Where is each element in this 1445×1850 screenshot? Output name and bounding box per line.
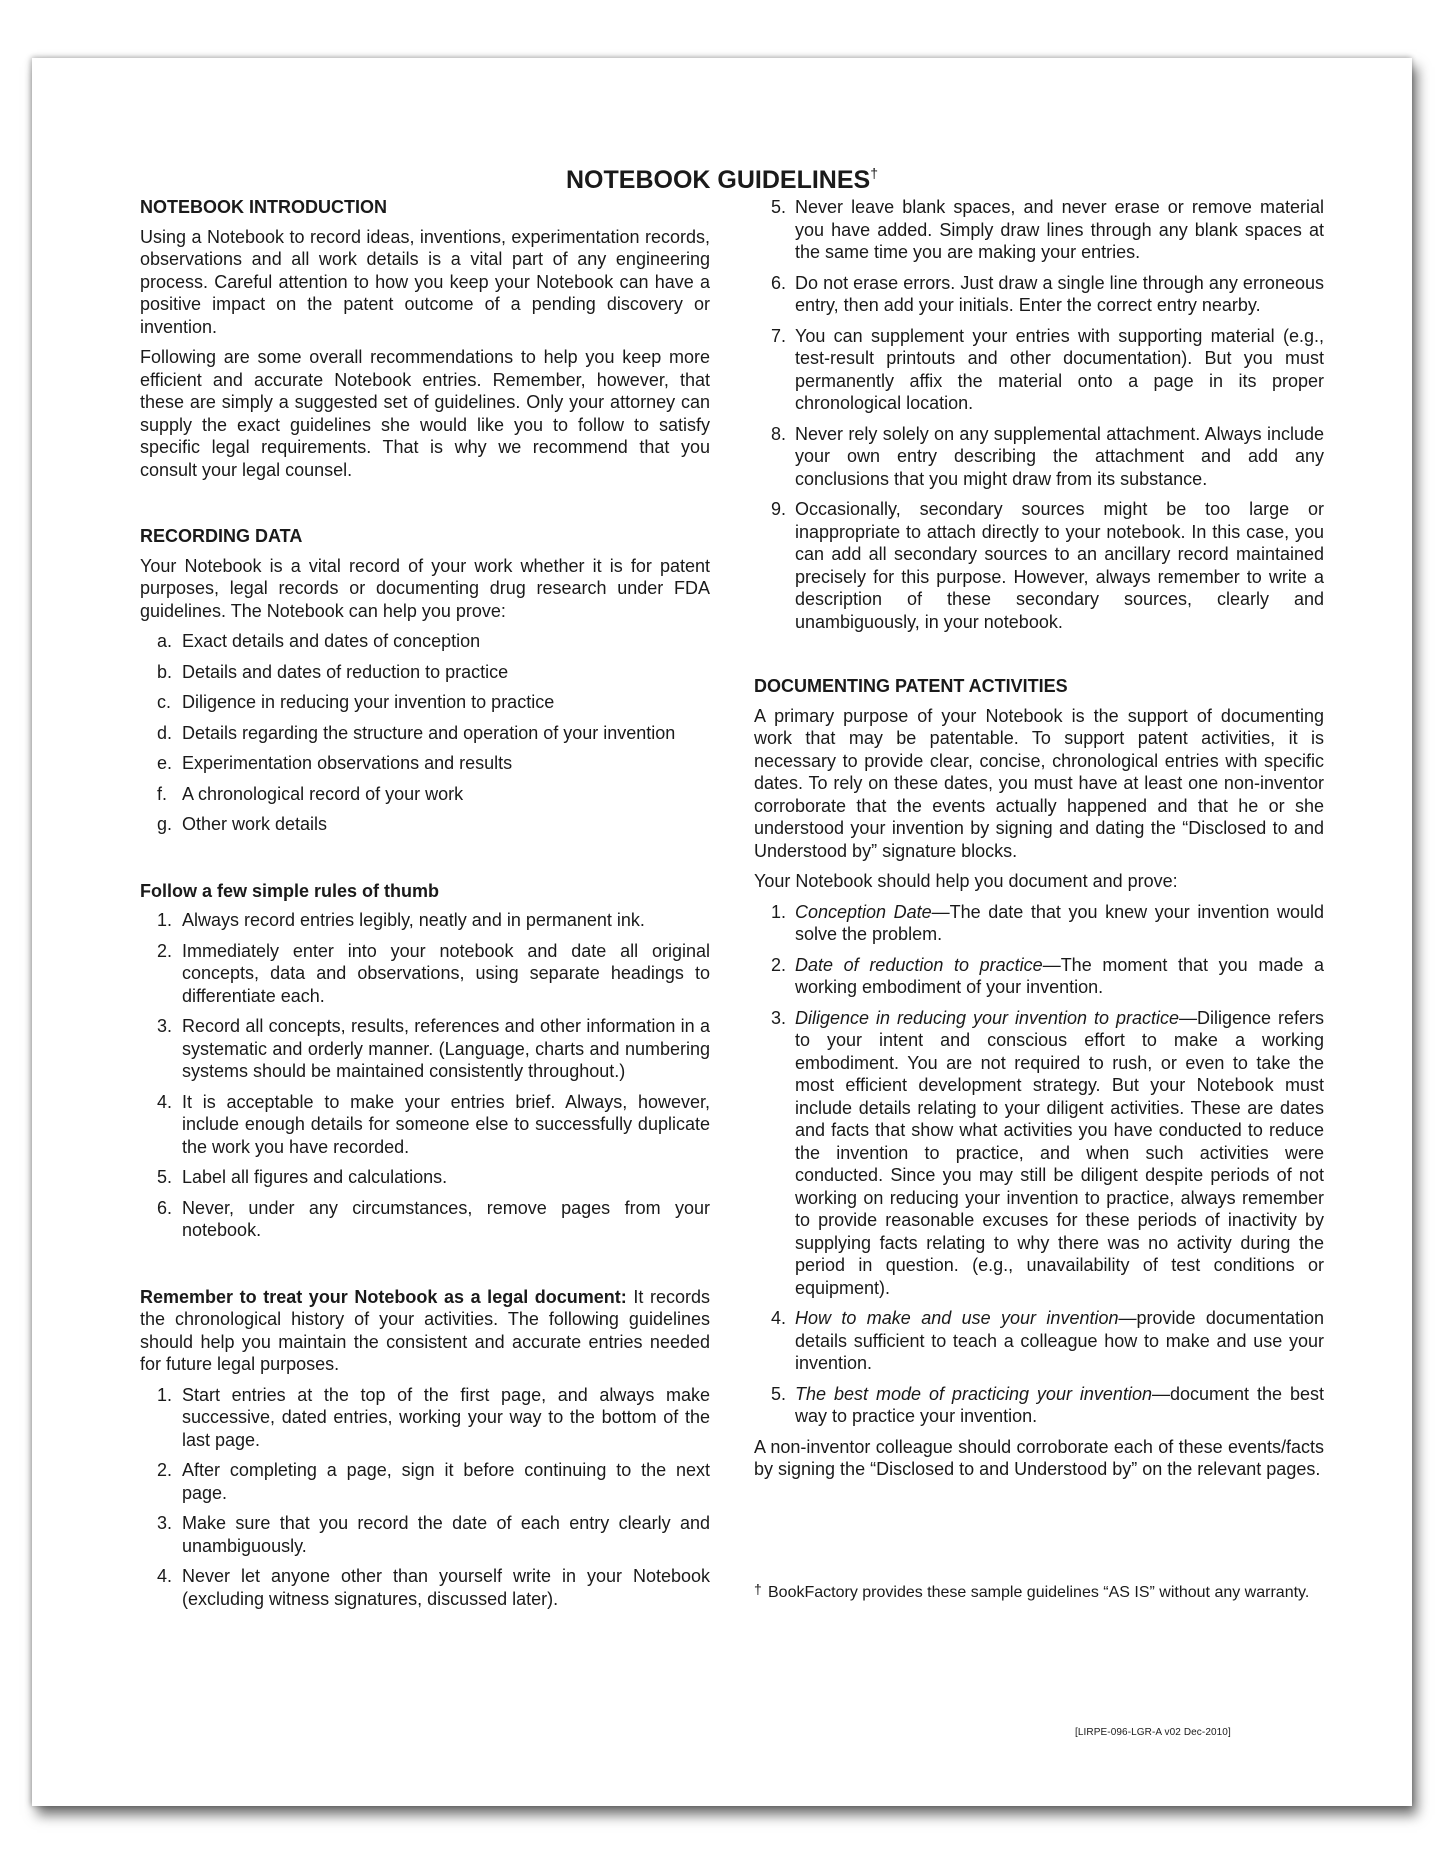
list-item: 7. You can supplement your entries with supporting material (e.g., test-result printouts and other documentation). But you must permanently affix the material onto a page in its proper chronological location. <box>771 325 1324 413</box>
rules-section <box>140 880 710 1242</box>
intro-paragraph-2: Following are some overall recommendations to help you keep more efficient and accurate Notebook entries. Remember, however, that these are simply a suggested set of guidelines. Only your attorney can supply the exact guidelines she would like you to follow to satisfy specific legal requirements. That is why we recommend that you consult your legal counsel. <box>140 347 710 480</box>
list-item: f. A chronological record of your work <box>157 783 464 804</box>
legal-section <box>140 1286 710 1611</box>
list-item: 5. Never leave blank spaces, and never erase or remove material you have added. Simply draw lines through any blank spaces at the same time you are making your entries. <box>771 197 1324 262</box>
list-item: 8. Never rely solely on any supplemental attachment. Always include your own entry describing the attachment and add any conclusions that you might draw from its substance. <box>771 423 1324 489</box>
footnote <box>754 1583 1314 1603</box>
list-item: a. Exact details and dates of conception <box>157 631 481 651</box>
rules-list <box>140 909 710 1242</box>
right-column <box>754 196 1324 1489</box>
list-item: 9. Occasionally, secondary sources might be too large or inappropriate to attach directly to your notebook. In this case, you can add all secondary sources to an ancillary record maintained precisely for this purpose. However, always remember to write a description of these secondary sources, clearly and unambiguously, in your notebook. <box>771 499 1324 632</box>
list-item: 1. Conception Date—The date that you knew your invention would solve the problem. <box>771 901 1324 944</box>
list-item: 5. The best mode of practicing your invention—document the best way to practice your invention. <box>771 1383 1324 1426</box>
list-item: c. Diligence in reducing your invention to practice <box>157 692 555 712</box>
intro-heading: NOTEBOOK INTRODUCTION <box>140 197 387 217</box>
list-item: 5. Label all figures and calculations. <box>157 1167 448 1187</box>
left-column <box>140 196 710 1618</box>
list-item: 4. It is acceptable to make your entries brief. Always, however, include enough details for someone else to successfully duplicate the work you have recorded. <box>157 1091 710 1157</box>
patent-section <box>754 675 1324 1481</box>
document-code: [LIRPE-096-LGR-A v02 Dec-2010] <box>1075 1727 1231 1738</box>
list-item: d. Details regarding the structure and operation of your invention <box>157 722 676 743</box>
list-item: 2. Immediately enter into your notebook and date all original concepts, data and observations, using separate headings to differentiate each. <box>157 940 710 1006</box>
list-item: 6. Never, under any circumstances, remove pages from your notebook. <box>157 1197 710 1240</box>
recording-paragraph: Your Notebook is a vital record of your work whether it is for patent purposes, legal records or documenting drug research under FDA guidelines. The Notebook can help you prove: <box>140 555 710 621</box>
legal-paragraph: Remember to treat your Notebook as a legal document: It records the chronological history of your activities. The following guidelines should help you maintain the consistent and accurate entries needed for future legal purposes. <box>140 1286 710 1374</box>
list-item: 2. After completing a page, sign it before continuing to the next page. <box>157 1460 710 1503</box>
recording-list <box>140 630 710 836</box>
legal-list <box>140 1384 710 1611</box>
list-item: 3. Make sure that you record the date of each entry clearly and unambiguously. <box>157 1513 710 1556</box>
patent-heading: DOCUMENTING PATENT ACTIVITIES <box>754 676 1068 696</box>
list-item: 1. Start entries at the top of the first page, and always make successive, dated entries, working your way to the bottom of the last page. <box>157 1384 710 1450</box>
patent-closing: A non-inventor colleague should corroborate each of these events/facts by signing the “Disclosed to and Understood by” on the relevant pages. <box>754 1436 1324 1479</box>
patent-intro: Your Notebook should help you document and prove: <box>754 871 1178 891</box>
page-title: NOTEBOOK GUIDELINES† <box>566 165 878 194</box>
intro-paragraph-1: Using a Notebook to record ideas, inventions, experimentation records, observations and all work details is a vital part of any engineering process. Careful attention to how you keep your Notebook can have a positive impact on the patent outcome of a pending discovery or invention. <box>140 226 710 337</box>
patent-list <box>754 901 1324 1428</box>
patent-paragraph: A primary purpose of your Notebook is the support of documenting work that may be patentable. To support patent activities, it is necessary to provide clear, concise, chronological entries with specific dates. To rely on these dates, you must have at least one non-inventor corroborate that the events actually happened and that he or she understood your invention by signing and dating the “Disclosed to and Understood by” signature blocks. <box>754 705 1324 861</box>
list-item: 1. Always record entries legibly, neatly and in permanent ink. <box>157 910 645 930</box>
intro-section <box>140 196 710 481</box>
list-item: 4. Never let anyone other than yourself write in your Notebook (excluding witness signatures, discussed later). <box>157 1566 710 1609</box>
list-item: e. Experimentation observations and results <box>157 753 513 773</box>
legal-list-continued <box>754 196 1324 633</box>
list-item: g. Other work details <box>157 814 328 834</box>
recording-heading: RECORDING DATA <box>140 526 303 546</box>
title-dagger: † <box>870 165 878 181</box>
list-item: 3. Record all concepts, results, references and other information in a systematic and orderly manner. (Language, charts and numbering systems should be maintained consistently throughout.) <box>157 1016 710 1081</box>
footnote-text: BookFactory provides these sample guidelines “AS IS” without any warranty. <box>768 1584 1310 1601</box>
list-item: 4. How to make and use your invention—provide documentation details sufficient to teach a colleague how to make and use your invention. <box>771 1308 1324 1373</box>
rules-heading: Follow a few simple rules of thumb <box>140 880 440 901</box>
recording-section <box>140 525 710 836</box>
list-item: b. Details and dates of reduction to practice <box>157 661 509 682</box>
footnote-dagger: † <box>754 1581 762 1597</box>
list-item: 3. Diligence in reducing your invention to practice—Diligence refers to your intent and conscious effort to make a working embodiment. You are not required to rush, or even to take the most efficient development strategy. But your Notebook must include details relating to your diligent activities. These are dates and facts that show what activities you have conducted to reduce the invention to practice, and when such activities were conducted. Since you may still be diligent despite periods of not working on reducing your invention to practice, always remember to provide reasonable excuses for these periods of inactivity by supplying facts relating to why there was no activity during the period in question. (e.g., unavailability of test conditions or equipment). <box>771 1007 1324 1298</box>
list-item: 2. Date of reduction to practice—The moment that you made a working embodiment of your invention. <box>771 954 1325 997</box>
list-item: 6. Do not erase errors. Just draw a single line through any erroneous entry, then add your initials. Enter the correct entry nearby. <box>771 272 1324 315</box>
